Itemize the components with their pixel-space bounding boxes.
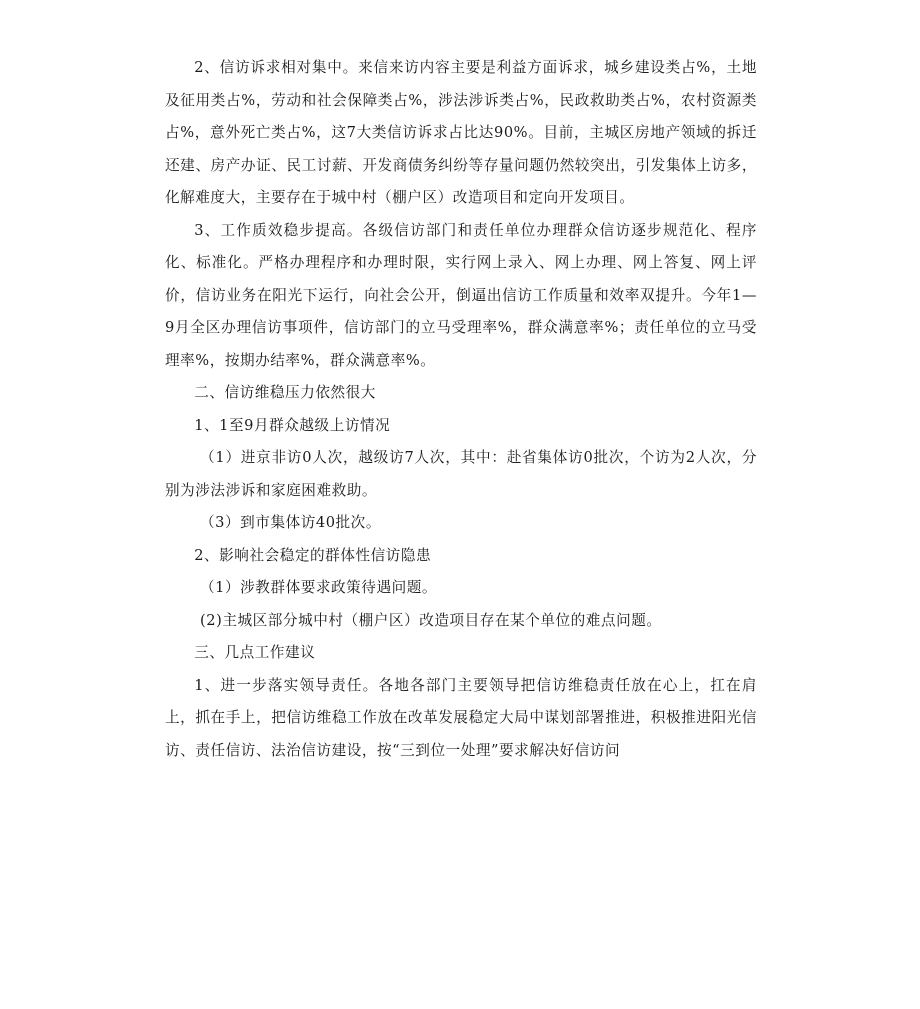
document-body xyxy=(165,52,757,767)
list-item-education-group: （1）涉教群体要求政策待遇问题。 xyxy=(200,579,438,596)
paragraph-leadership-responsibility: 1、进一步落实领导责任。各地各部门主要领导把信访维稳责任放在心上，扛在肩上，抓在手上，把信访维稳工作放在改革发展稳定大局中谋划部署推进，积极推进阳光信访、责任信访、法治信访建设，按“三到位一处理”要求解决好信访问 xyxy=(165,676,757,759)
list-item-beijing-petitions: （1）进京非访0人次，越级访7人次，其中：赴省集体访0批次，个访为2人次，分别为涉法涉诉和家庭困难救助。 xyxy=(165,449,757,499)
list-item-city-group-visits: （3）到市集体访40批次。 xyxy=(200,514,381,531)
section-heading-pressure: 二、信访维稳压力依然很大 xyxy=(194,384,376,401)
paragraph-work-quality: 3、工作质效稳步提高。各级信访部门和责任单位办理群众信访逐步规范化、程序化、标准化。严格办理程序和办理时限，实行网上录入、网上办理、网上答复、网上评价，信访业务在阳光下运行，向社会公开，倒逼出信访工作质量和效率双提升。今年1—9月全区办理信访事项件，信访部门的立马受理率%，群众满意率%；责任单位的立马受理率%，按期办结率%，群众满意率%。 xyxy=(165,221,757,369)
subheading-stability-risks: 2、影响社会稳定的群体性信访隐患 xyxy=(194,546,432,564)
section-heading-suggestions: 三、几点工作建议 xyxy=(194,644,316,661)
list-item-village-renovation: (2)主城区部分城中村（棚户区）改造项目存在某个单位的难点问题。 xyxy=(200,611,662,629)
subheading-escalated-petitions: 1、1至9月群众越级上访情况 xyxy=(194,416,391,434)
paragraph-complaint-concentration: 2、信访诉求相对集中。来信来访内容主要是利益方面诉求，城乡建设类占%，土地及征用类占%，劳动和社会保障类占%，涉法涉诉类占%，民政救助类占%，农村资源类占%，意外死亡类占%，这7大类信访诉求占比达90%。目前，主城区房地产领域的拆迁还建、房产办证、民工讨薪、开发商债务纠纷等存量问题仍然较突出，引发集体上访多，化解难度大，主要存在于城中村（棚户区）改造项目和定向开发项目。 xyxy=(165,59,757,206)
